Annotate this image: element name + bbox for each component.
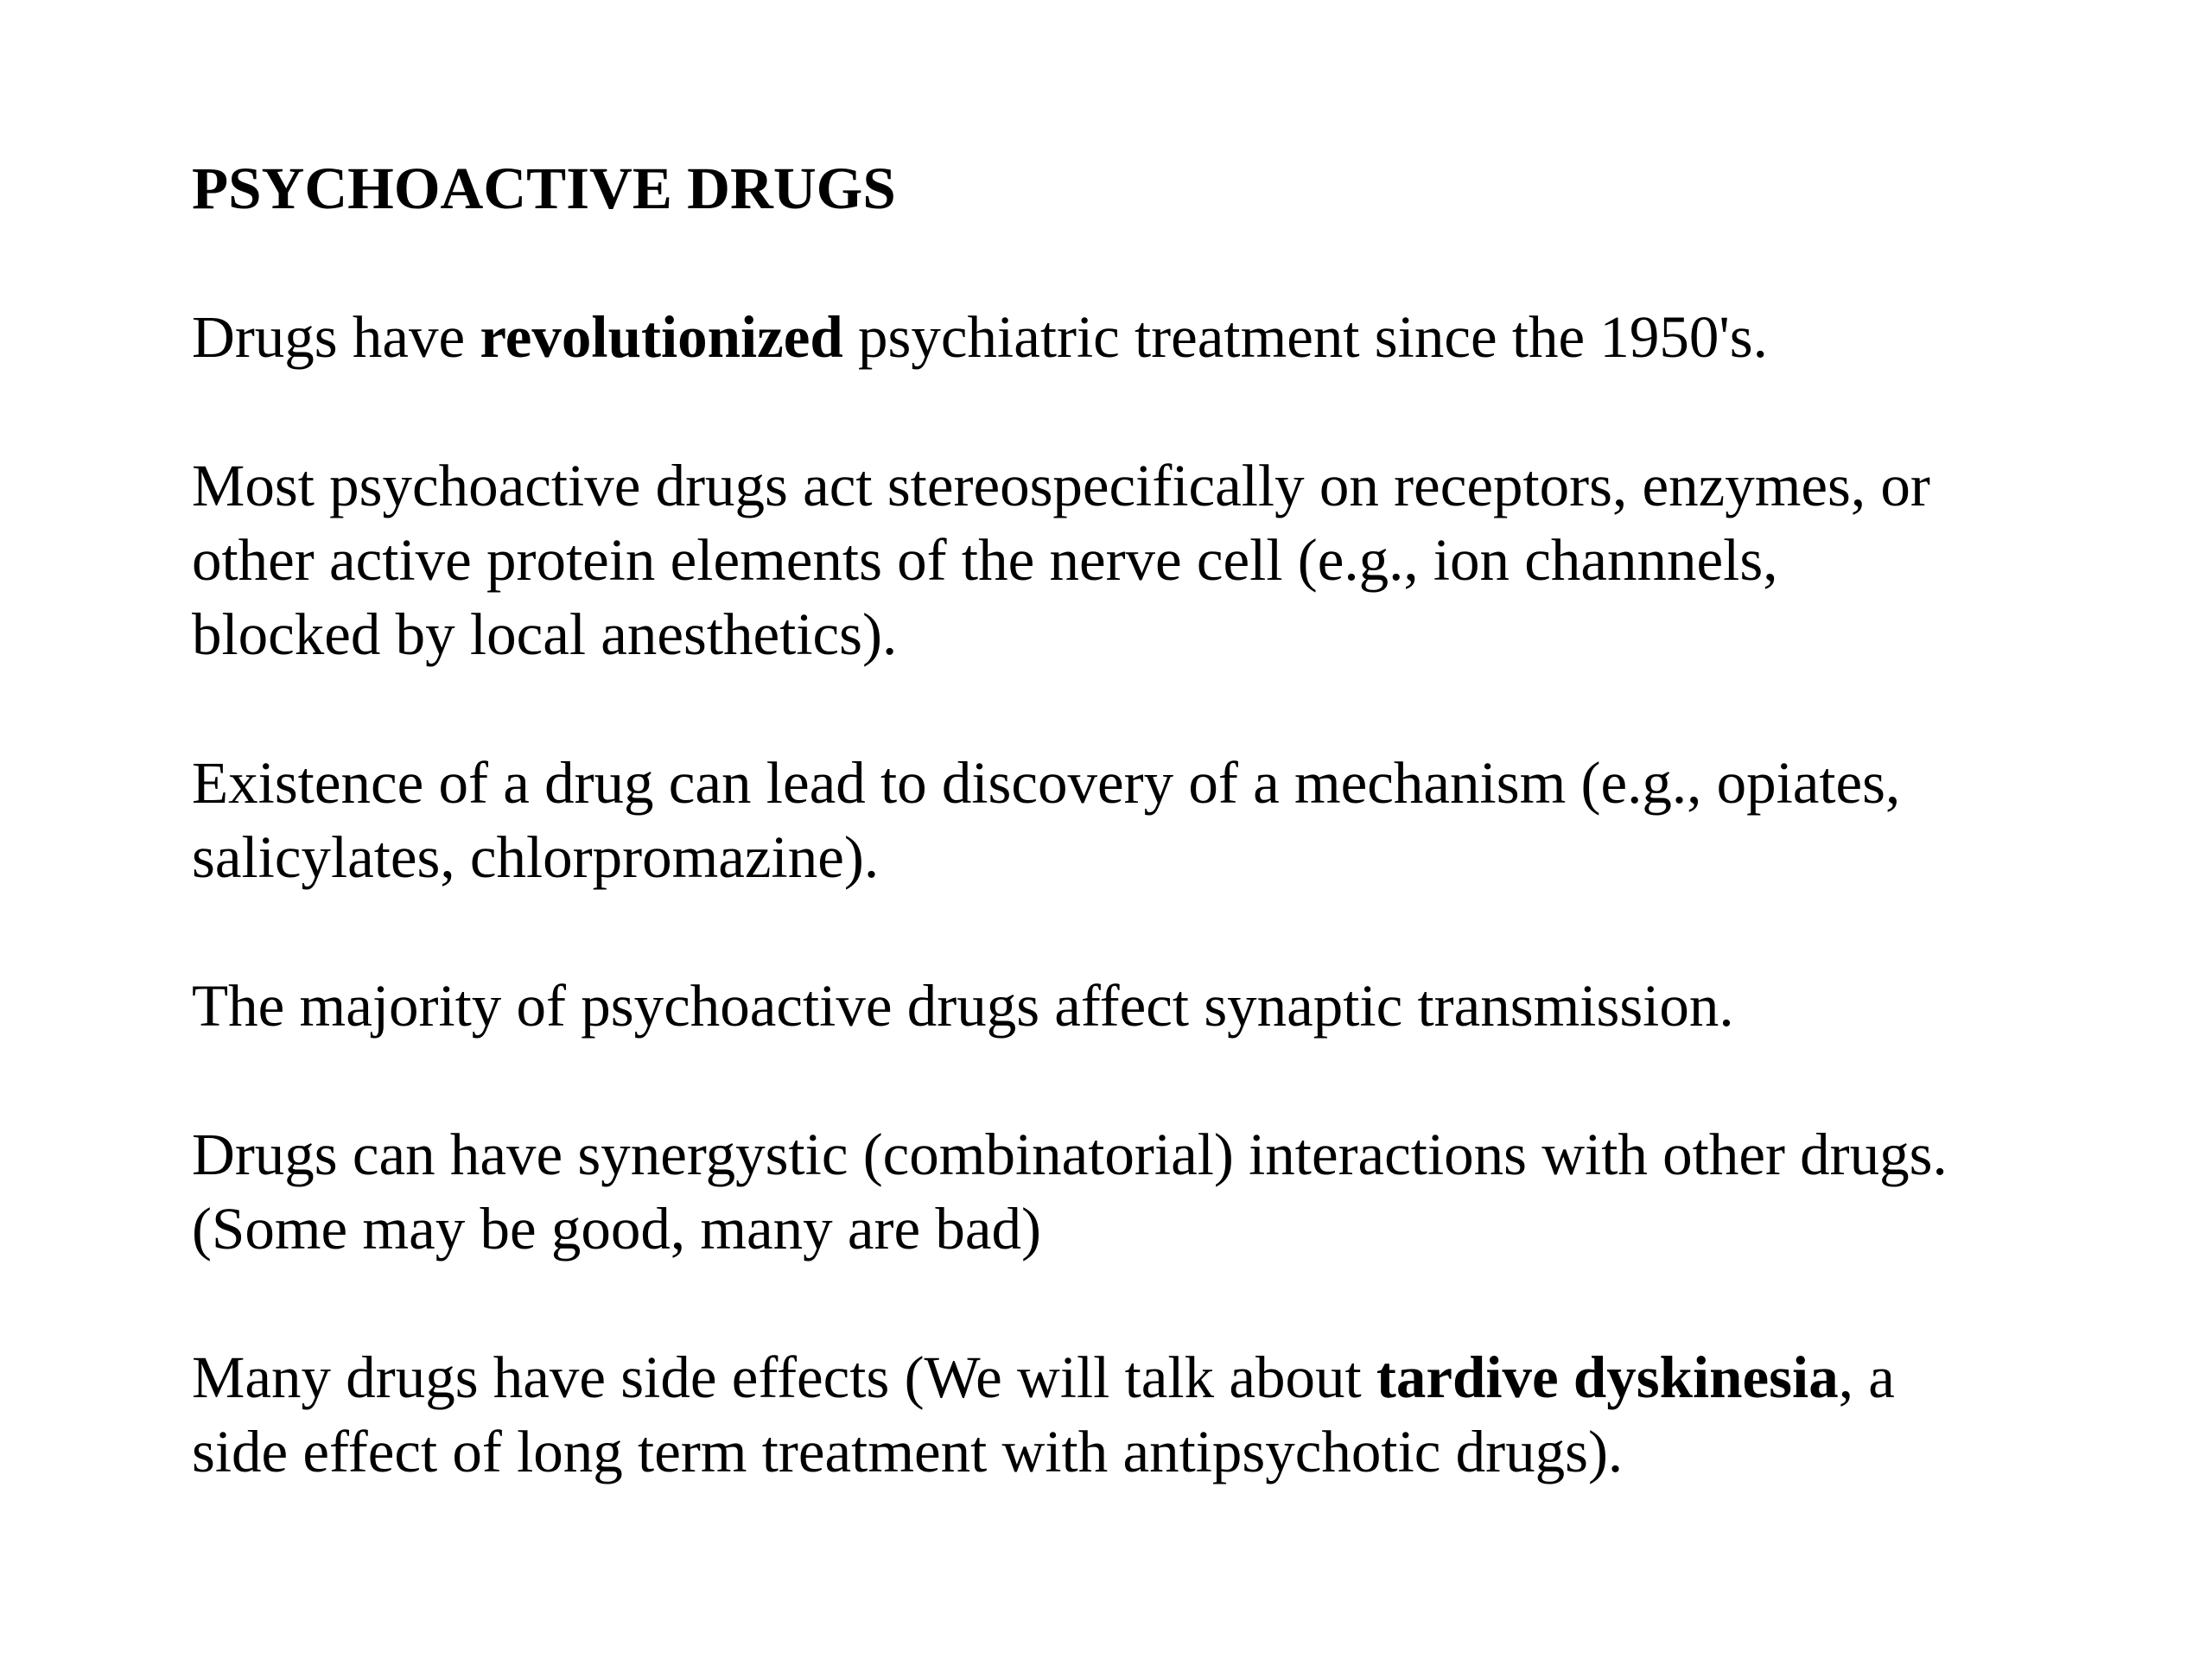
paragraph-synaptic bbox=[192, 969, 2110, 1043]
paragraph-side-effects bbox=[192, 1340, 2110, 1489]
text-run: Drugs have bbox=[192, 304, 480, 370]
slide-title: PSYCHOACTIVE DRUGS bbox=[192, 156, 896, 221]
paragraph-line: salicylates, chlorpromazine). bbox=[192, 824, 880, 890]
paragraph-line: side effect of long term treatment with antipsychotic drugs). bbox=[192, 1419, 1624, 1484]
bold-term-revolutionized: revolutionized bbox=[480, 304, 843, 370]
paragraph-line: Existence of a drug can lead to discovery of a mechanism (e.g., opiates, bbox=[192, 750, 1901, 816]
paragraph-line: other active protein elements of the nerve cell (e.g., ion channnels, bbox=[192, 527, 1778, 593]
slide-content bbox=[192, 151, 2110, 1563]
paragraph-line: (Some may be good, many are bad) bbox=[192, 1196, 1041, 1262]
paragraph-line bbox=[192, 1340, 2110, 1414]
text-run: Many drugs have side effects (We will talk about bbox=[192, 1344, 1376, 1410]
bold-term-tardive-dyskinesia: tardive dyskinesia bbox=[1376, 1344, 1839, 1410]
paragraph-synergy bbox=[192, 1117, 2110, 1266]
paragraph-line: Drugs can have synergystic (combinatorial) interactions with other drugs. bbox=[192, 1122, 1948, 1187]
text-run: , a bbox=[1838, 1344, 1895, 1410]
paragraph-line: blocked by local anesthetics). bbox=[192, 601, 898, 667]
paragraph-line: Most psychoactive drugs act stereospecifically on receptors, enzymes, or bbox=[192, 453, 1930, 518]
paragraph-line bbox=[192, 300, 2110, 374]
paragraph-mechanism bbox=[192, 746, 2110, 894]
paragraph-stereospecific bbox=[192, 448, 2110, 671]
paragraph-line: The majority of psychoactive drugs affect synaptic transmission. bbox=[192, 973, 1734, 1039]
text-run: psychiatric treatment since the 1950's. bbox=[842, 304, 1768, 370]
paragraph-revolutionized bbox=[192, 300, 2110, 374]
